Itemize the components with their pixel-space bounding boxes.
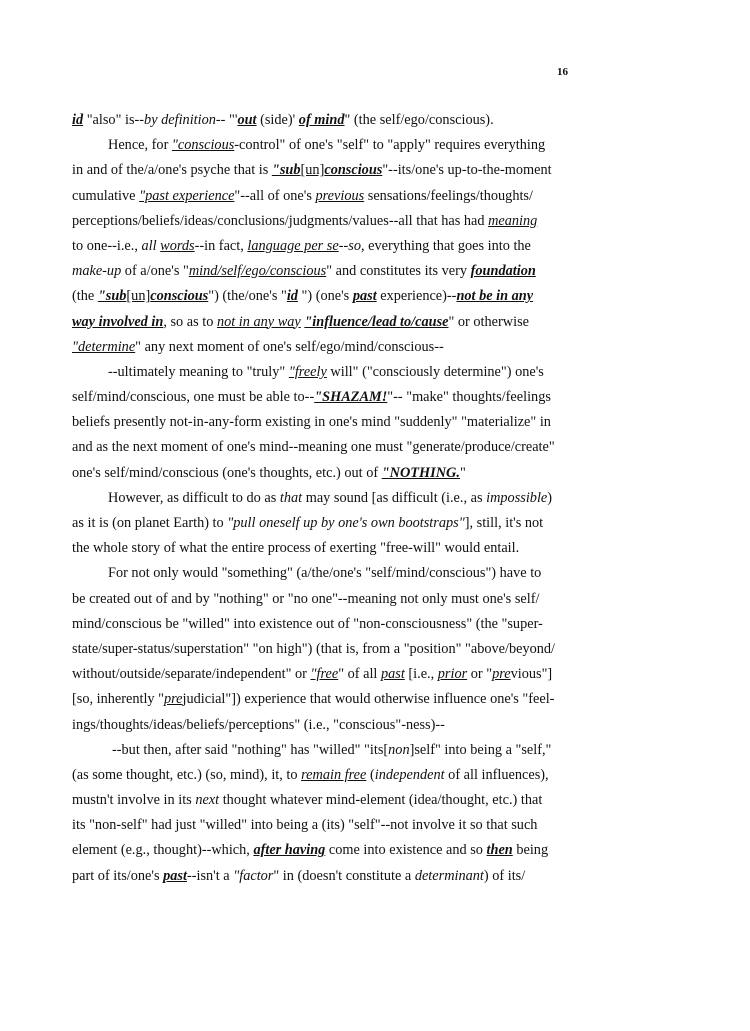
text-run: --but then, after said "nothing" has "willed" "its[ [112, 741, 389, 758]
text-line [72, 385, 572, 410]
text-run: " and constitutes its very [326, 263, 471, 280]
page-number: 16 [557, 66, 568, 78]
text-run: then [486, 842, 513, 859]
text-line [72, 864, 572, 889]
text-run: --in fact, [194, 237, 248, 254]
text-run: may sound [as difficult (i.e., as [302, 489, 487, 506]
text-run: ( [366, 766, 375, 783]
text-run: be created out of and by "nothing" or "no one"--meaning not only must one's self/ [72, 590, 540, 607]
text-run: "NOTHING. [381, 464, 460, 481]
text-run: pre [492, 666, 511, 683]
text-line [72, 763, 572, 788]
text-line [72, 587, 572, 612]
text-run: impossible [486, 489, 548, 506]
text-line [72, 108, 572, 133]
text-run: one's self/mind/conscious (one's thoughts, etc.) out of [72, 464, 382, 481]
text-line [72, 435, 572, 460]
text-run: by definition [144, 112, 216, 128]
text-run: that [279, 489, 303, 506]
text-run: the whole story of what the entire process of exerting "free-will" would entail. [72, 540, 520, 557]
text-run: past [352, 288, 377, 305]
text-run: "SHAZAM! [314, 389, 388, 406]
text-run: -- "' [215, 112, 238, 128]
text-run: However, as difficult to do as [108, 489, 280, 506]
text-run: (as some thought, etc.) (so, mind), it, to [72, 766, 302, 783]
text-run: of mind [298, 112, 345, 128]
text-run: "--all of one's [234, 187, 316, 204]
text-run: "--its/one's up-to-the-moment [382, 162, 552, 179]
text-run: conscious [150, 288, 209, 305]
text-run: -- [338, 237, 349, 254]
text-run: so [348, 237, 361, 254]
text-run: way involved in [72, 313, 164, 330]
text-run: ], still, it's not [464, 515, 544, 531]
text-line [72, 461, 572, 486]
text-run: thought whatever mind-element (idea/thought, etc.) that [219, 792, 543, 809]
text-run: Hence, for [108, 137, 172, 154]
text-run: its "non-self" had just "willed" into being a (its) "self"--not involve it so that such [72, 817, 538, 834]
text-run: conscious [324, 162, 383, 179]
text-run: [i.e., [404, 666, 438, 683]
text-run: "past experience [139, 187, 235, 204]
text-run: perceptions/beliefs/ideas/conclusions/judgments/values--all that has had [72, 212, 489, 229]
text-run: "influence/lead to/cause [304, 313, 449, 330]
text-line [72, 738, 572, 763]
text-line [72, 662, 572, 687]
text-run: experience)-- [376, 288, 457, 305]
text-run: foundation [470, 263, 536, 280]
text-run: cumulative [72, 187, 140, 204]
text-run: remain free [301, 766, 367, 783]
text-run: [un] [300, 162, 325, 179]
text-run: ings/thoughts/ideas/beliefs/perceptions" (i.e., "conscious"-ness)-- [72, 716, 445, 733]
text-run: "-- "make" thoughts/feelings [387, 389, 551, 406]
text-run: not in any way [216, 313, 301, 330]
text-run: without/outside/separate/independent" or [72, 666, 311, 683]
text-run: -control" of one's "self" to "apply" requires everything [234, 137, 546, 154]
text-run: "determine [72, 338, 136, 355]
text-run: make-up [72, 263, 122, 280]
text-line [72, 713, 572, 738]
text-run: prior [437, 666, 468, 683]
text-run: past [163, 867, 187, 884]
text-line [72, 284, 572, 309]
text-line [72, 209, 572, 234]
text-run: " or otherwise [448, 313, 529, 330]
text-line [72, 234, 572, 259]
text-run: next [195, 792, 220, 809]
text-run: mustn't involve in its [72, 792, 196, 809]
text-run: previous [315, 187, 365, 204]
text-run: state/super-status/superstation" "on high") (that is, from a "position" "above/beyond/ [72, 640, 556, 657]
text-run: "pull oneself up by one's own bootstraps" [227, 515, 465, 531]
text-run: in and of the/a/one's psyche that is [72, 162, 272, 179]
text-line [72, 310, 572, 335]
text-run: beliefs presently not-in-any-form existing in one's mind "suddenly" "materialize" in [72, 414, 551, 431]
text-run: as it is (on planet Earth) to [72, 515, 228, 531]
text-run: id [72, 112, 84, 128]
text-run: and as the next moment of one's mind--meaning one must "generate/produce/create" [72, 439, 555, 456]
text-run: mind/conscious be "willed" into existence out of "non-consciousness" (the "super- [72, 615, 543, 632]
text-line [72, 687, 572, 712]
text-line [72, 335, 572, 360]
text-run: "freely [288, 363, 327, 380]
text-line [72, 158, 572, 183]
text-run: part of its/one's [72, 867, 164, 884]
text-run: " in (doesn't constitute a [273, 867, 415, 884]
text-run: "free [310, 666, 339, 683]
text-run: "also" is-- [83, 112, 145, 128]
text-run: after having [253, 842, 326, 859]
text-run: ) of its/ [483, 867, 526, 884]
text-run: For not only would "something" (a/the/one's "self/mind/conscious") have to [108, 565, 542, 582]
text-line [72, 813, 572, 838]
text-run: " (the self/ego/conscious). [344, 112, 494, 128]
text-run: will" ("consciously determine") one's [326, 363, 544, 380]
text-run: independent [374, 766, 445, 783]
text-run: of a/one's " [121, 263, 189, 280]
text-run: ]self" into being a "self," [409, 741, 552, 758]
text-line [72, 360, 572, 385]
text-line [72, 637, 572, 662]
text-line [72, 612, 572, 637]
text-run: ") (the/one's " [208, 288, 287, 305]
text-run: mind/self/ego/conscious [188, 263, 327, 280]
text-run: "sub [97, 288, 127, 305]
text-run: sensations/feelings/thoughts/ [364, 187, 533, 204]
text-run: "sub [271, 162, 301, 179]
text-run: --isn't a [186, 867, 234, 884]
text-run: judicial"]) experience that would otherwise influence one's "feel- [182, 691, 555, 708]
text-run: pre [164, 691, 183, 708]
text-line [72, 838, 572, 863]
text-run: of all influences), [444, 766, 549, 783]
text-run: out [237, 112, 257, 128]
text-run: come into existence and so [325, 842, 487, 859]
text-line [72, 511, 572, 536]
text-run: non [388, 741, 410, 758]
text-run: past [380, 666, 405, 683]
text-line [72, 536, 572, 561]
text-run: or " [467, 666, 493, 683]
text-run: words [160, 237, 195, 254]
text-run: to one--i.e., [72, 237, 142, 254]
text-run: , so as to [163, 313, 217, 330]
text-run: " [459, 464, 466, 481]
text-line [72, 259, 572, 284]
text-run: self/mind/conscious, one must be able to-- [72, 389, 315, 406]
text-line [72, 561, 572, 586]
text-run: element (e.g., thought)--which, [72, 842, 254, 859]
text-run: all [141, 237, 157, 254]
text-run: "conscious [171, 137, 235, 154]
text-run: meaning [488, 212, 538, 229]
text-run: (side)' [256, 112, 299, 128]
text-line [72, 410, 572, 435]
text-line [72, 184, 572, 209]
text-run: (the [72, 288, 98, 305]
text-line [72, 133, 572, 158]
text-run: --ultimately meaning to "truly" [108, 363, 289, 380]
text-line [72, 486, 572, 511]
text-run: , everything that goes into the [360, 237, 531, 254]
text-line [72, 788, 572, 813]
text-run: being [512, 842, 549, 859]
text-run: ") (one's [297, 288, 353, 305]
text-run: [un] [126, 288, 151, 305]
text-run: determinant [414, 867, 484, 884]
text-run: "factor [233, 867, 274, 884]
text-run: vious"] [510, 666, 553, 683]
text-run: ) [547, 489, 553, 506]
body-text [72, 108, 572, 889]
text-run: language per se [247, 237, 339, 254]
text-run: not be in any [456, 288, 534, 305]
text-run: " any next moment of one's self/ego/mind/conscious-- [135, 338, 444, 355]
text-run: " of all [338, 666, 381, 683]
text-run: [so, inherently " [72, 691, 164, 708]
text-run: id [286, 288, 298, 305]
